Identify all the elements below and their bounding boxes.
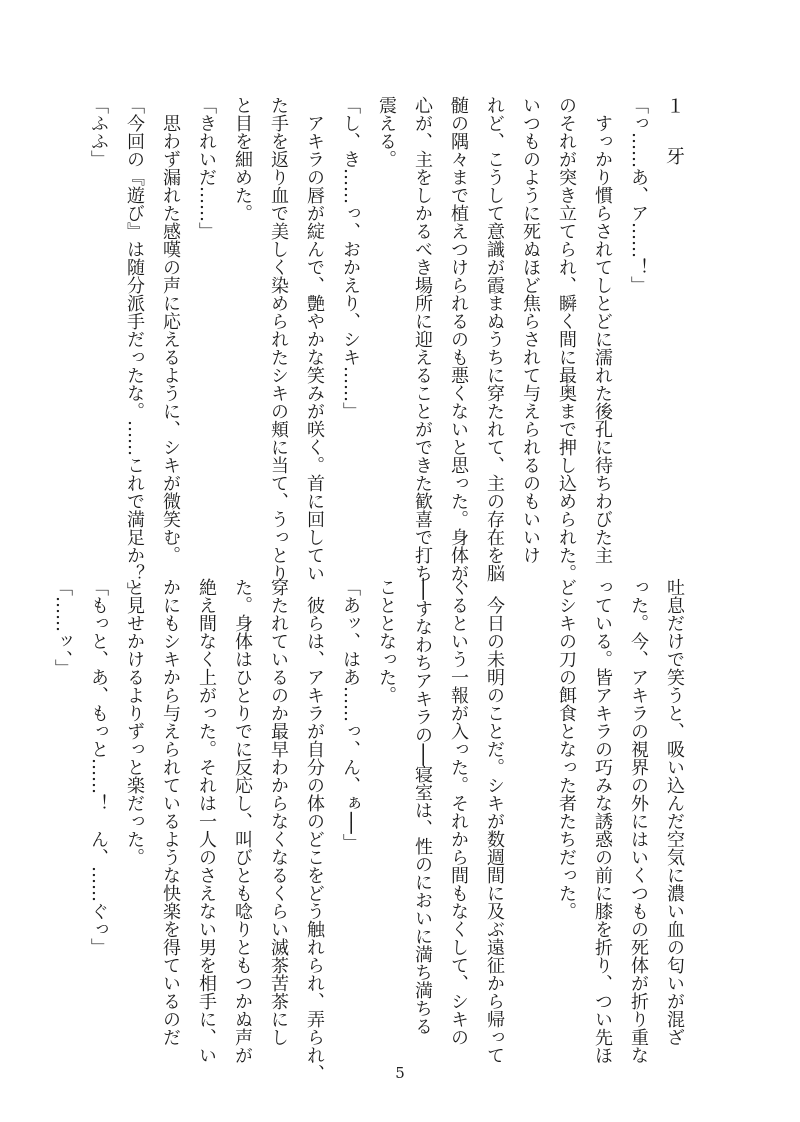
- text-line: 「きれいだ……」: [196, 96, 217, 240]
- text-line: っている。皆アキラの巧みな誘惑の前に膝を折り、つい先ほ: [592, 578, 613, 1064]
- text-line: と目を細めた。: [232, 96, 253, 222]
- text-line: 彼らは、アキラが自分の体のどこをどう触れられ、弄られ、: [304, 578, 325, 1082]
- text-line: 震える。: [376, 96, 397, 168]
- text-block-top: [80, 96, 692, 600]
- text-line: 「し、き……っ、おかえり、シキ……」: [340, 96, 361, 420]
- text-line: かにもシキから与えられているような快楽を得ているのだ: [160, 578, 181, 1046]
- text-line: 「あッ、はあ……っ、ん、ぁ──」: [340, 578, 361, 852]
- blank-line: [512, 578, 548, 998]
- text-line: れど、こうして意識が霞まぬうちに穿たれて、主の存在を脳: [484, 96, 505, 582]
- text-line: た。身体はひとりでに反応し、叫びとも唸りともつかぬ声が: [232, 578, 253, 1064]
- text-line: 「……ッ、」: [52, 578, 73, 677]
- text-line: 髄の隅々まで植えつけられるのも悪くないと思った。身体が、: [448, 96, 469, 600]
- text-line: 「もっと、あ、もっと……！ ん、……ぐっ」: [88, 578, 109, 956]
- page-number: 5: [395, 1064, 405, 1082]
- text-line: 絶え間なく上がった。それは一人のさえない男を相手に、い: [196, 578, 217, 1064]
- text-line: 心が、主をしかるべき場所に迎えることができた歓喜で打ち: [412, 96, 433, 582]
- text-line: 思わず漏れた感嘆の声に応えるように、シキが微笑む。: [160, 96, 181, 564]
- text-line: くるという一報が入った。それから間もなくして、シキの: [448, 578, 469, 1046]
- text-line: ──すなわちアキラの──寝室は、性のにおいに満ち満ちる: [412, 578, 433, 1036]
- text-line: いつものように死ぬほど焦らされて与えられるのもいいけ: [520, 96, 541, 564]
- chapter-heading: １ 牙: [663, 96, 685, 171]
- text-line: た手を返り血で美しく染められたシキの頬に当て、うっとり: [268, 96, 289, 582]
- text-line: アキラの唇が綻んで、艶やかな笑みが咲く。首に回してい: [304, 96, 325, 582]
- text-line: のそれが突き立てられ、瞬く間に最奥まで押し込められた。: [556, 96, 577, 582]
- text-line: 「ふふ」: [88, 96, 109, 168]
- text-block-bottom: [44, 578, 692, 1082]
- text-line: と見せかけるよりずっと楽だった。: [124, 578, 145, 866]
- text-line: 今日の未明のことだ。シキが数週間に及ぶ遠征から帰って: [484, 578, 505, 1064]
- text-line: 「っ……あ、ア……！」: [628, 96, 649, 294]
- text-line: すっかり慣らされてしとどに濡れた後孔に待ちわびた主: [592, 96, 613, 564]
- text-line: 穿たれているのか最早わからなくなるくらい滅茶苦茶にし: [268, 578, 289, 1046]
- text-line: 「今回の『遊び』は随分派手だったな。……これで満足か？」: [124, 96, 145, 600]
- text-line: こととなった。: [376, 578, 397, 704]
- text-line: った。今、アキラの視界の外にはいくつもの死体が折り重な: [628, 578, 649, 1064]
- text-line: どシキの刀の餌食となった者たちだった。: [556, 578, 577, 920]
- text-line: 吐息だけで笑うと、吸い込んだ空気に濃い血の匂いが混ざ: [664, 578, 685, 1046]
